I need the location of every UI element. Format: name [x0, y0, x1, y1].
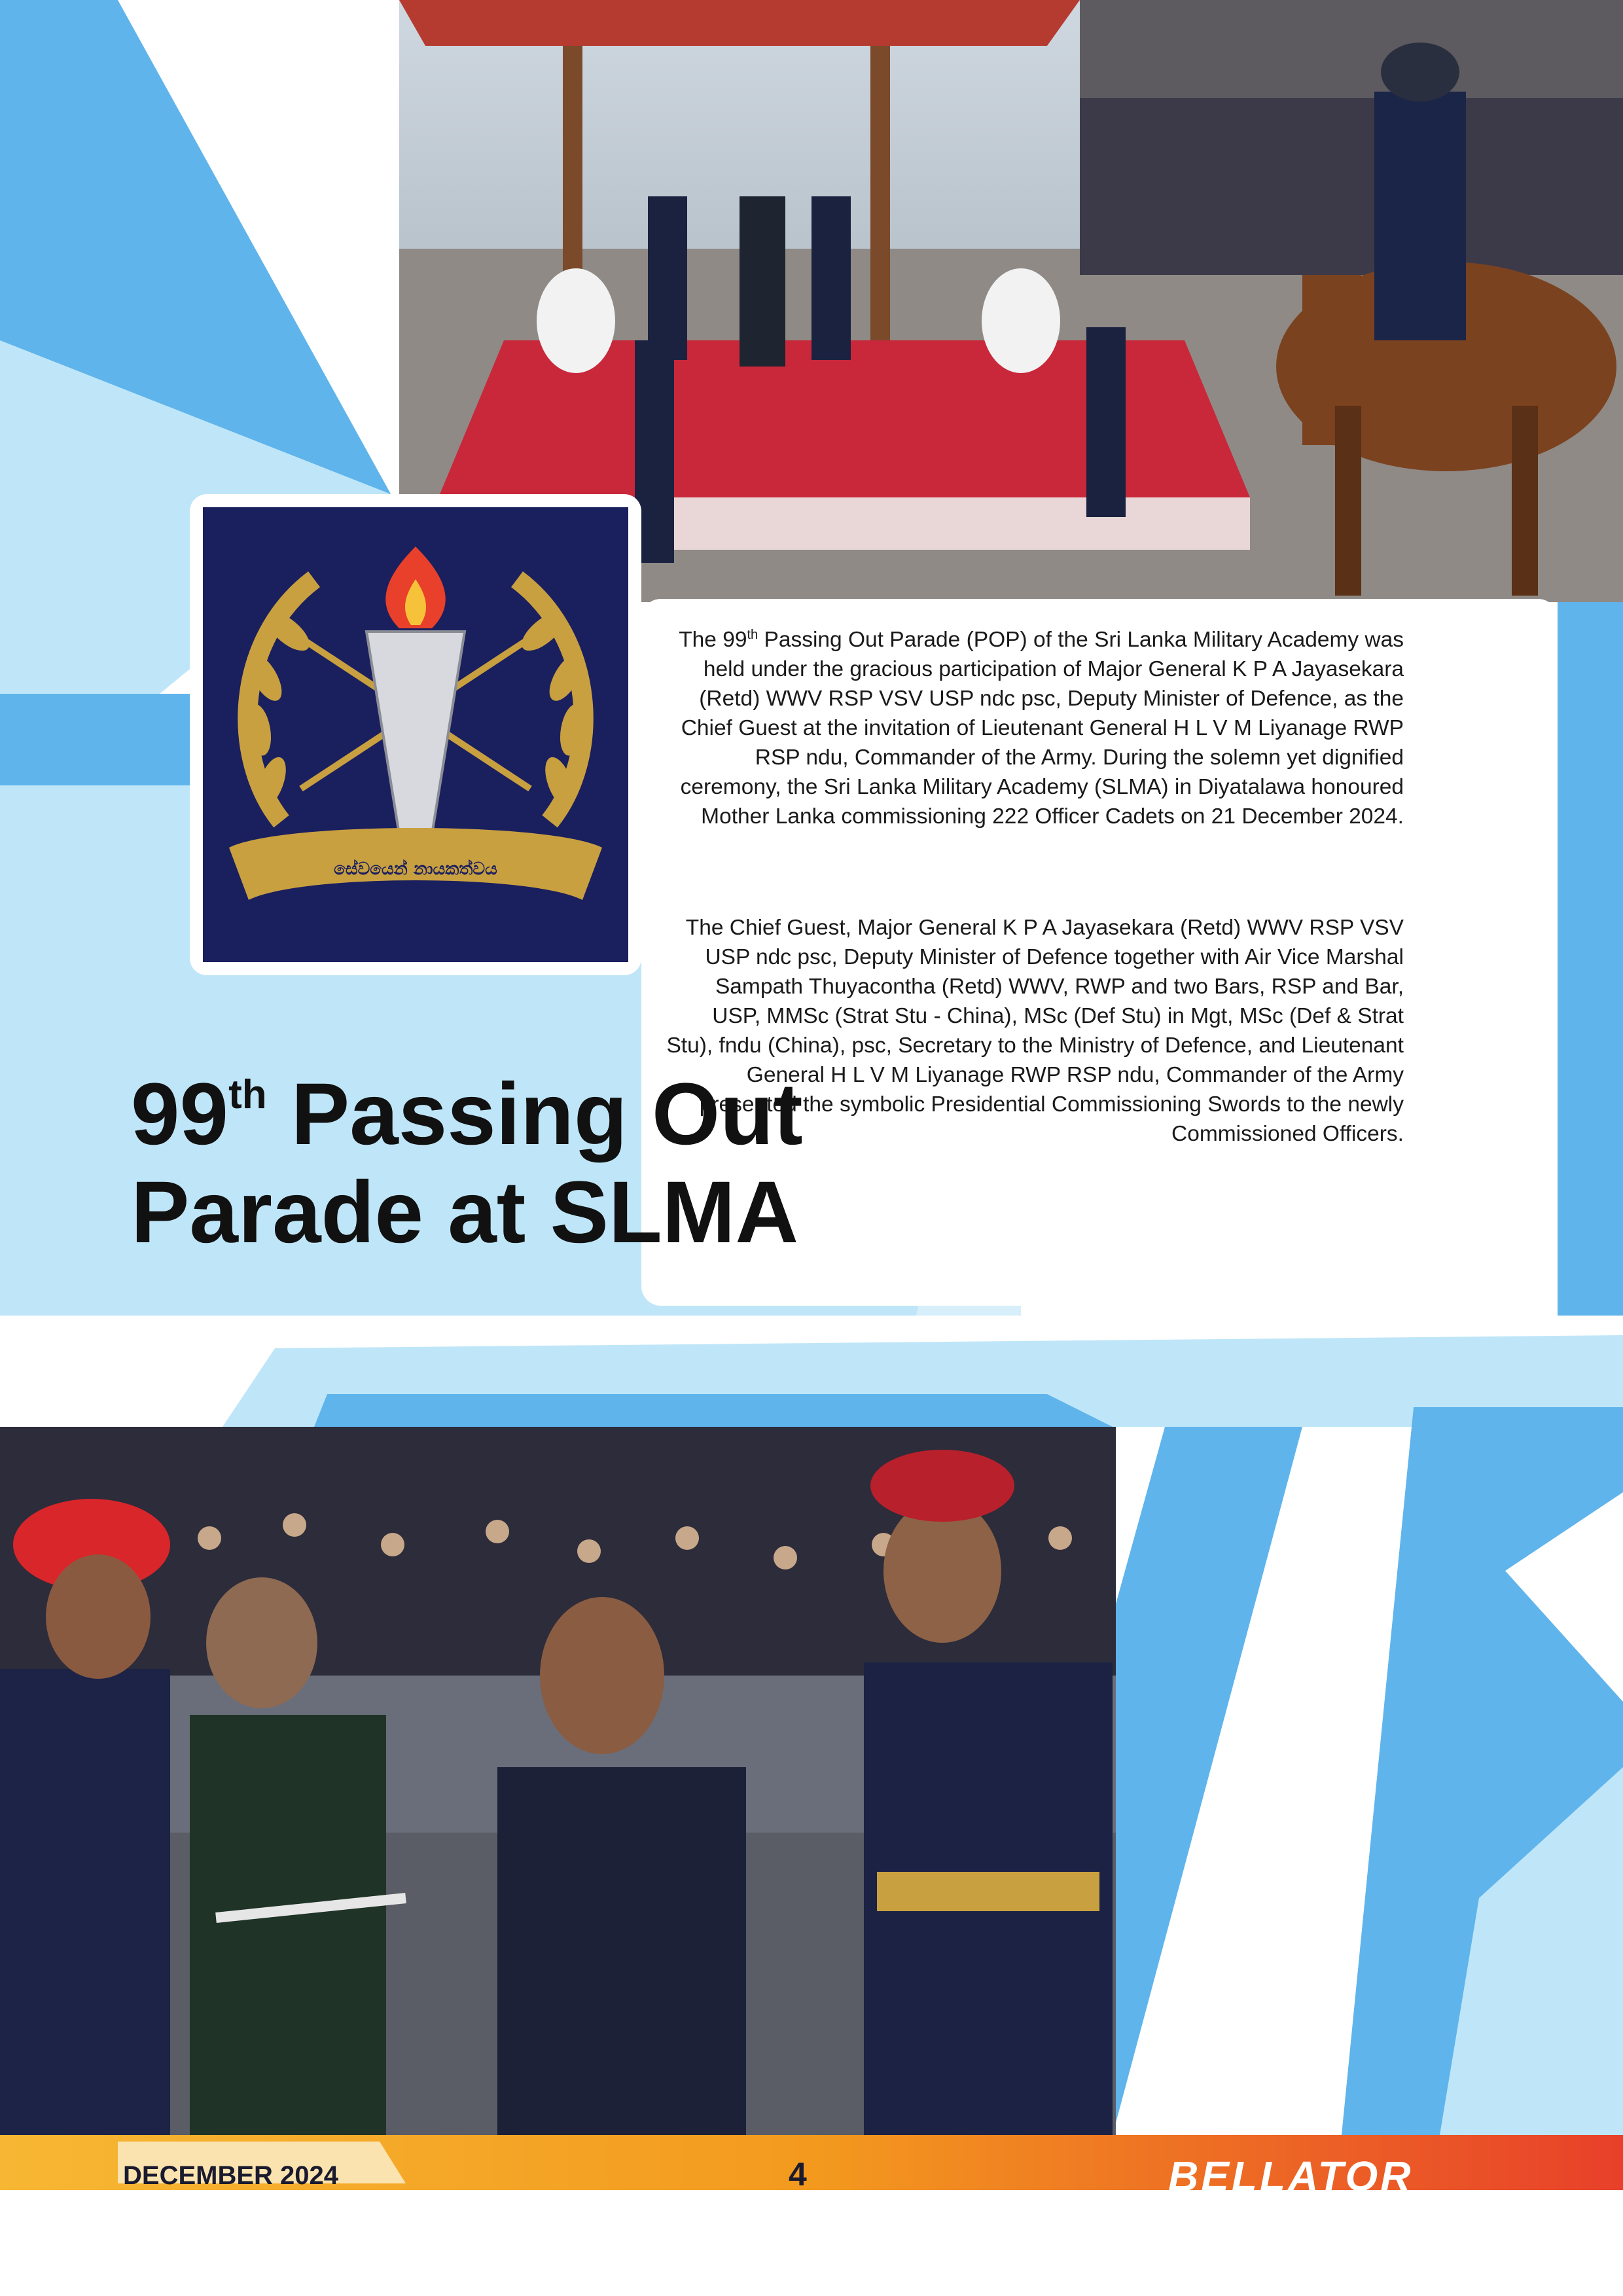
page-title: 99th Passing Out Parade at SLMA — [131, 1066, 803, 1261]
article-paragraph-2: The Chief Guest, Major General K P A Jayasekara (Retd) WWV RSP VSV USP ndc psc, Deputy Minister of Defence together with Air Vice Marshal Sampath Thuyacontha (Retd) WWV, RWP and two Bars, RSP and Bar, USP, MMSc (Strat Stu - China), MSc (Def Stu) in Mgt, MSc (Def & Strat Stu), fndu (China), psc, Secretary to the Ministry of Defence, and Lieutenant General H L V M Liyanage RWP RSP ndu, Commander of the Army presented the symbolic Presidential Commissioning Swords to the newly Commissioned Officers. — [666, 916, 1404, 1146]
crest-emblem-icon — [203, 507, 628, 962]
article-paragraph-1: The 99th Passing Out Parade (POP) of the Sri Lanka Military Academy was held under the gracious participation of Major General K P A Jayasekara (Retd) WWV RSP VSV USP ndc psc, Deputy Minister of Defence, as the Chief Guest at the invitation of Lieutenant General H L V M Liyanage RWP RSP ndu, Commander of the Army. During the solemn yet dignified ceremony, the Sri Lanka Military Academy (SLMA) in Diyatalawa honoured Mother Lanka commissioning 222 Officer Cadets on 21 December 2024. — [679, 627, 1404, 829]
page-number: 4 — [789, 2156, 807, 2193]
crest-motto: සේවයෙන් නායකත්වය — [334, 859, 497, 879]
slma-crest — [203, 507, 628, 962]
sword-presentation-photo — [0, 1427, 1116, 2135]
bellator-logo: BELLATOR — [1168, 2153, 1414, 2200]
footer-date: DECEMBER 2024 — [123, 2161, 339, 2190]
